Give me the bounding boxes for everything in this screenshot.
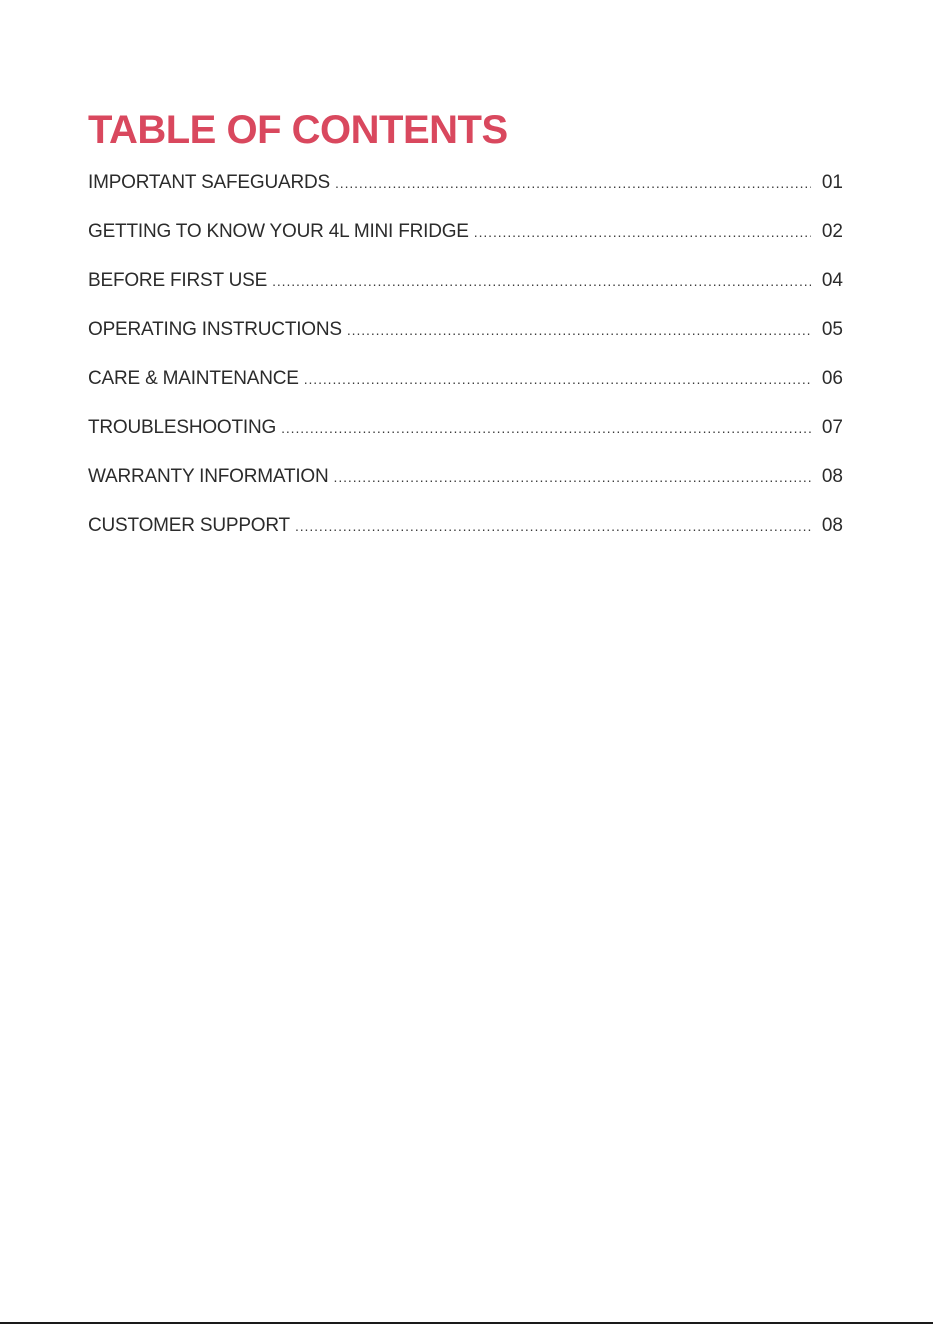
toc-entry-page-number: 05 (821, 319, 843, 340)
toc-entry-label: TROUBLESHOOTING (88, 417, 277, 438)
toc-entry-label: CUSTOMER SUPPORT (88, 515, 290, 536)
toc-entry-customer-support[interactable] (88, 511, 843, 560)
toc-entry-label: CARE & MAINTENANCE (88, 368, 299, 389)
toc-entry-page-number: 04 (821, 270, 843, 291)
toc-entry-operating-instructions[interactable] (88, 315, 843, 364)
toc-entry-page-number: 08 (821, 515, 843, 536)
dot-leader (295, 511, 811, 541)
toc-entry-page-number: 01 (821, 172, 843, 193)
dot-leader (304, 364, 811, 394)
toc-entry-label: OPERATING INSTRUCTIONS (88, 319, 342, 340)
dot-leader (347, 315, 811, 345)
toc-entry-getting-to-know[interactable] (88, 217, 843, 266)
toc-entry-warranty-information[interactable] (88, 462, 843, 511)
dot-leader (334, 462, 811, 492)
toc-entry-page-number: 07 (821, 417, 843, 438)
dot-leader (474, 217, 811, 247)
toc-entry-label: IMPORTANT SAFEGUARDS (88, 172, 330, 193)
table-of-contents (88, 168, 843, 560)
dot-leader (272, 266, 811, 296)
toc-entry-page-number: 06 (821, 368, 843, 389)
toc-entry-important-safeguards[interactable] (88, 168, 843, 217)
toc-entry-page-number: 08 (821, 466, 843, 487)
toc-entry-page-number: 02 (821, 221, 843, 242)
toc-entry-troubleshooting[interactable] (88, 413, 843, 462)
toc-entry-label: WARRANTY INFORMATION (88, 466, 329, 487)
page-title: TABLE OF CONTENTS (88, 108, 508, 152)
toc-entry-care-maintenance[interactable] (88, 364, 843, 413)
toc-entry-label: GETTING TO KNOW YOUR 4L MINI FRIDGE (88, 221, 469, 242)
dot-leader (335, 168, 811, 198)
toc-entry-before-first-use[interactable] (88, 266, 843, 315)
dot-leader (281, 413, 811, 443)
toc-entry-label: BEFORE FIRST USE (88, 270, 268, 291)
